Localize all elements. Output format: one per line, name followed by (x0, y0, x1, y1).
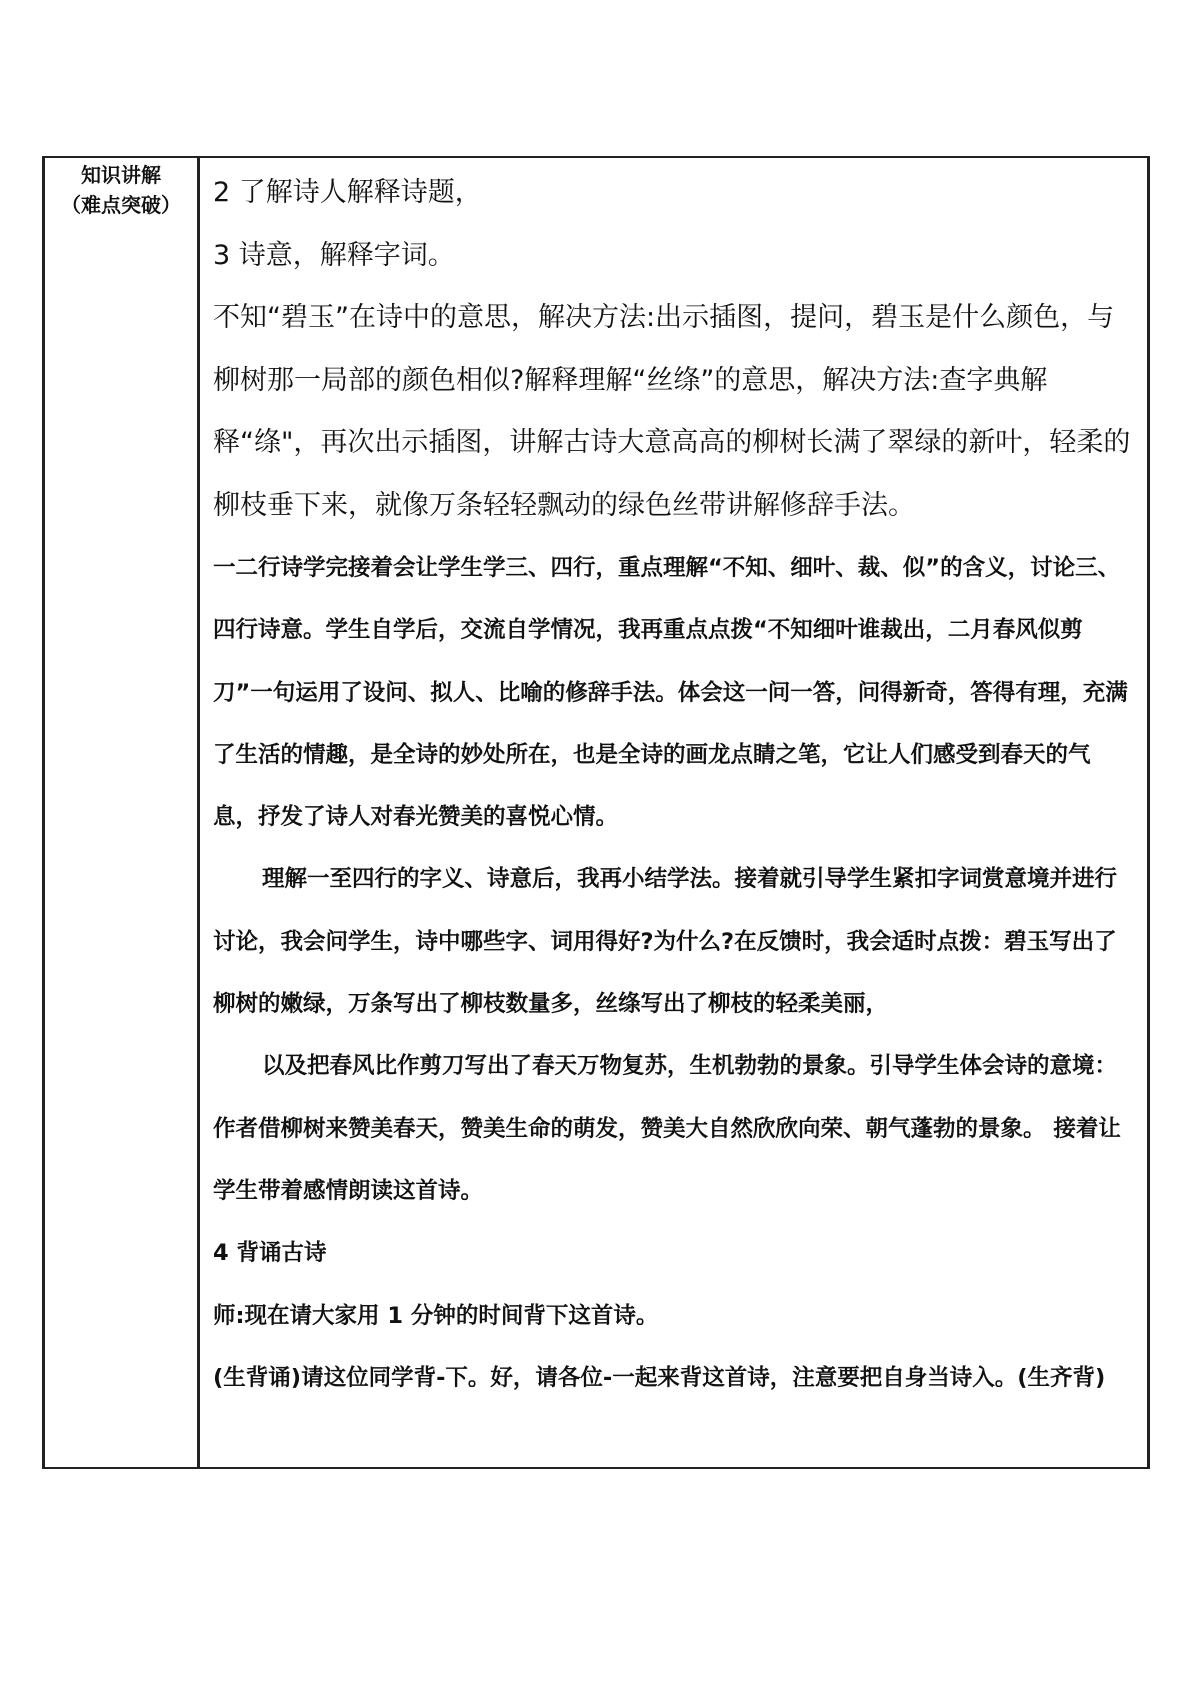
step-recite-poem: 4 背诵古诗 (213, 1240, 327, 1267)
paragraph-teacher-instruction: 师:现在请大家用 1 分钟的时间背下这首诗。 (213, 1302, 659, 1329)
lesson-content (200, 158, 1147, 1409)
step-understand-poet: 2 了解诗人解释诗题， (213, 177, 482, 208)
section-title: 知识讲解 (81, 163, 161, 187)
paragraph-word-explanation: 不知“碧玉”在诗中的意思，解决方法:出示插图，提问，碧玉是什么颜色，与柳树那一局部的颜色相似?解释理解“丝绦”的意思，解决方法:查字典解释“绦"，再次出示插图，讲解古诗大意高高的柳树长满了翠绿的新叶，轻柔的柳枝垂下来，就像万条轻轻飘动的绿色丝带讲解修辞手法。 (213, 302, 1131, 521)
paragraph-lines-three-four: 一二行诗学完接着会让学生学三、四行，重点理解“不知、细叶、裁、似”的含义，讨论三、四行诗意。学生自学后，交流自学情况，我再重点点拨“不知细叶谁裁出，二月春风似剪刀”一句运用了设问、拟人、比喻的修辞手法。体会这一问一答，问得新奇，答得有理，充满了生活的情趣，是全诗的妙处所在，也是全诗的画龙点睛之笔，它让人们感受到春天的气息，抒发了诗人对春光赞美的喜悦心情。 (213, 555, 1128, 831)
paragraph-artistic-conception: 以及把春风比作剪刀写出了春天万物复苏，生机勃勃的景象。引导学生体会诗的意境：作者借柳树来赞美春天，赞美生命的萌发，赞美大自然欣欣向荣、朝气蓬勃的景象。 接着让学生带着感情朗读这首诗。 (213, 1053, 1121, 1204)
section-content-cell (199, 157, 1149, 1468)
lesson-plan-table (42, 156, 1150, 1469)
step-poem-meaning: 3 诗意，解释字词。 (213, 239, 455, 271)
section-subtitle: （难点突破） (61, 193, 181, 217)
table-row (44, 157, 1149, 1468)
paragraph-summary-method: 理解一至四行的字义、诗意后，我再小结学法。接着就引导学生紧扣字词赏意境并进行讨论，我会问学生，诗中哪些字、词用得好?为什么?在反馈时，我会适时点拨：碧玉写出了柳树的嫩绿，万条写出了柳枝数量多，丝绦写出了柳枝的轻柔美丽， (213, 866, 1118, 1018)
section-heading (45, 158, 197, 220)
section-label-cell (44, 157, 199, 1468)
paragraph-student-recitation: (生背诵)请这位同学背-下。好，请各位-一起来背这首诗，注意要把自身当诗入。(生齐背) (213, 1364, 1106, 1391)
